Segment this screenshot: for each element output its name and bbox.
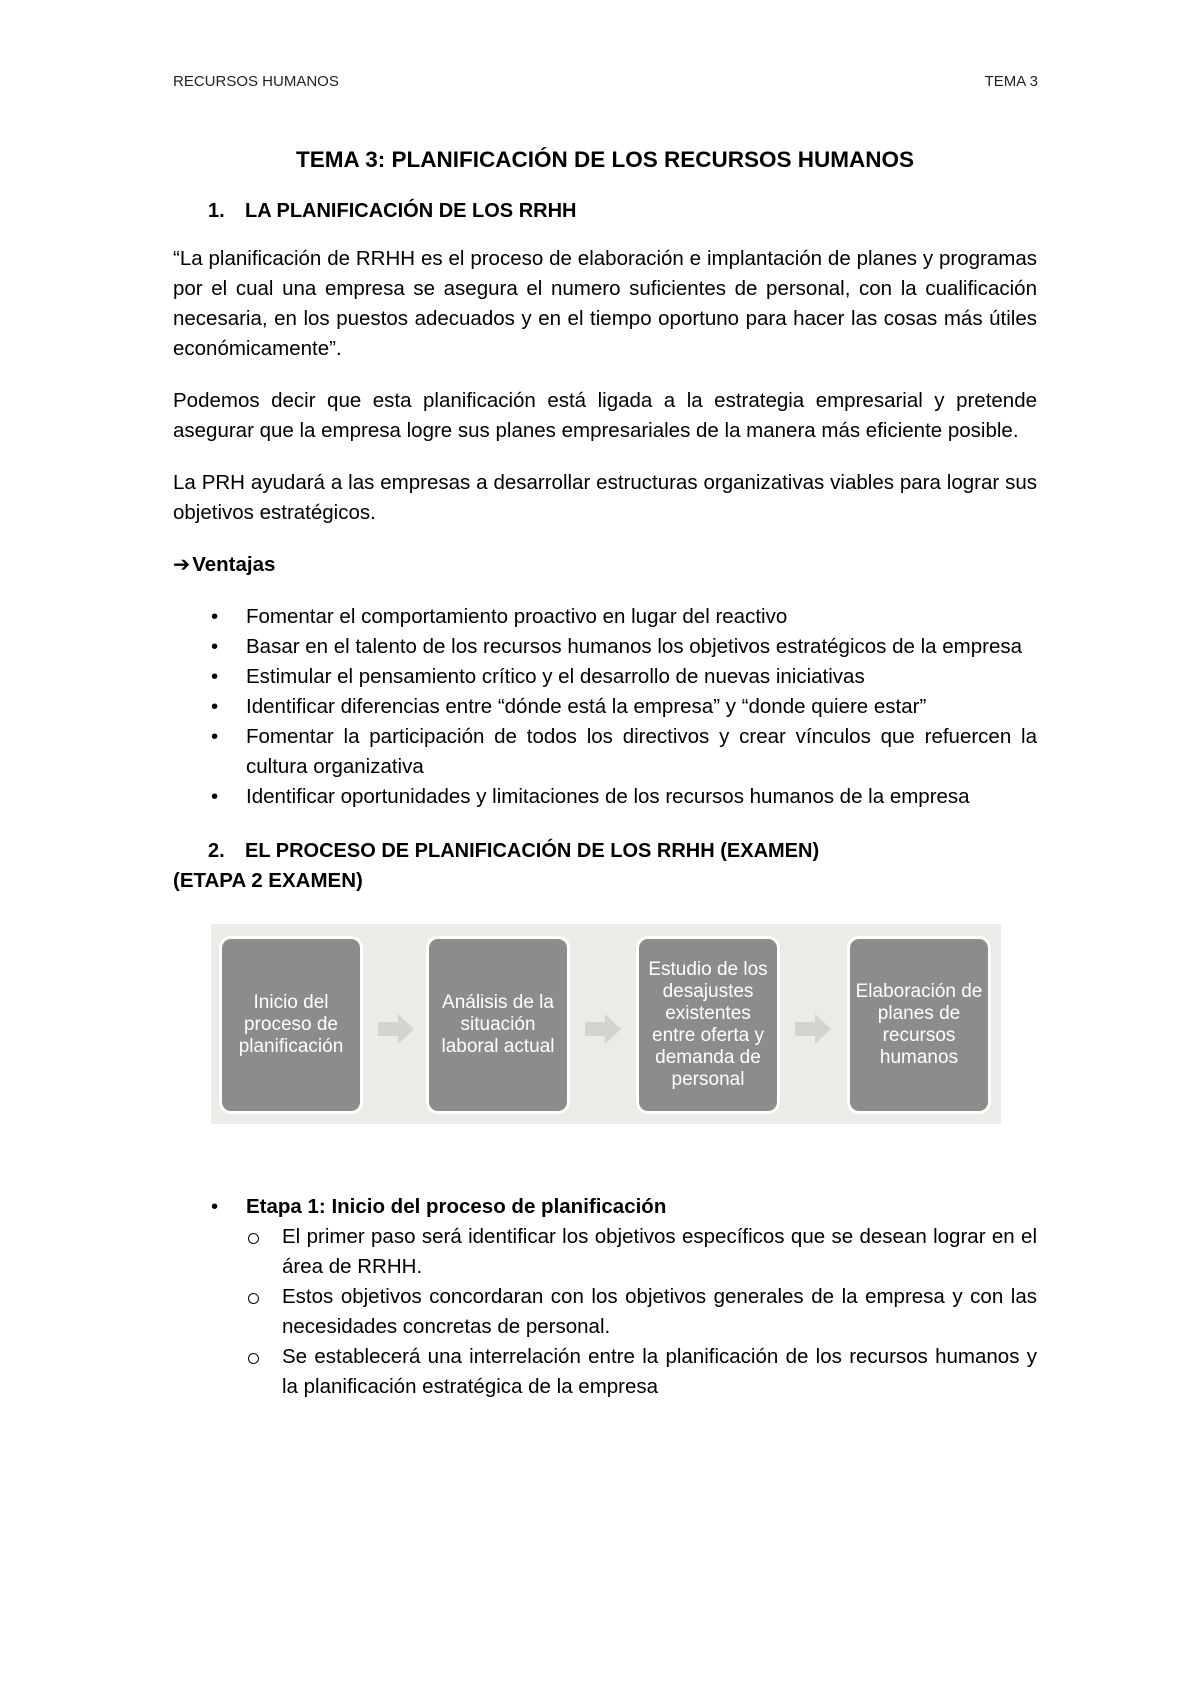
section-2: [173, 836, 1037, 896]
section-2-subheading: (ETAPA 2 EXAMEN): [173, 869, 363, 892]
running-header-left: RECURSOS HUMANOS: [173, 73, 339, 90]
document-body: [173, 144, 1037, 1402]
list-item: Estos objetivos concordaran con los objetivos generales de la empresa y con las necesidades concretas de personal.: [246, 1282, 1037, 1342]
section-1-heading: [208, 196, 1037, 226]
diagram-arrow-icon: [795, 1014, 831, 1044]
section-2-title: EL PROCESO DE PLANIFICACIÓN DE LOS RRHH (EXAMEN): [245, 840, 820, 862]
diagram-step-2: Análisis de la situación laboral actual: [426, 936, 570, 1114]
section-2-heading: [208, 836, 1037, 866]
list-item: • Identificar oportunidades y limitaciones de los recursos humanos de la empresa: [173, 782, 1037, 812]
section-1-number: 1.: [208, 200, 225, 222]
etapa-1-title: • Etapa 1: Inicio del proceso de planificación: [246, 1195, 667, 1218]
ventajas-label: Ventajas: [192, 553, 276, 576]
ventajas-list: [173, 602, 1037, 812]
process-diagram: [211, 924, 1001, 1124]
diagram-step-1: Inicio del proceso de planificación: [219, 936, 363, 1114]
list-item: [173, 1192, 1037, 1402]
list-item: Se establecerá una interrelación entre la planificación de los recursos humanos y la planificación estratégica de la empresa: [246, 1342, 1037, 1402]
list-item: • Fomentar el comportamiento proactivo en lugar del reactivo: [173, 602, 1037, 632]
section-2-number: 2.: [208, 840, 225, 862]
page-title: TEMA 3: PLANIFICACIÓN DE LOS RECURSOS HUMANOS: [296, 147, 914, 172]
diagram-arrow-icon: [585, 1014, 621, 1044]
section-1-title: LA PLANIFICACIÓN DE LOS RRHH: [245, 200, 577, 222]
diagram-arrow-icon: [378, 1014, 414, 1044]
list-item: • Basar en el talento de los recursos humanos los objetivos estratégicos de la empresa: [173, 632, 1037, 662]
definition-paragraph: “La planificación de RRHH es el proceso de elaboración e implantación de planes y programas por el cual una empresa se asegura el numero suficientes de personal, con la cualificación necesaria, en los puestos adecuados y en el tiempo oportuno para hacer las cosas más útiles económicamente”.: [173, 247, 1037, 360]
list-item: • Estimular el pensamiento crítico y el desarrollo de nuevas iniciativas: [173, 662, 1037, 692]
etapa-list: [173, 1192, 1037, 1402]
list-item: • Identificar diferencias entre “dónde está la empresa” y “donde quiere estar”: [173, 692, 1037, 722]
list-item: El primer paso será identificar los objetivos específicos que se desean lograr en el área de RRHH.: [246, 1222, 1037, 1282]
strategy-paragraph: Podemos decir que esta planificación está ligada a la estrategia empresarial y pretende asegurar que la empresa logre sus planes empresariales de la manera más eficiente posible.: [173, 389, 1037, 442]
ventajas-heading: [173, 550, 1037, 580]
right-arrow-icon: ➔: [173, 553, 191, 576]
running-header-right: TEMA 3: [984, 73, 1038, 90]
list-item: • Fomentar la participación de todos los directivos y crear vínculos que refuercen la cultura organizativa: [173, 722, 1037, 782]
etapa-1-items: [246, 1222, 1037, 1402]
diagram-step-4: Elaboración de planes de recursos humanos: [847, 936, 991, 1114]
diagram-step-3: Estudio de los desajustes existentes entre oferta y demanda de personal: [636, 936, 780, 1114]
prh-paragraph: La PRH ayudará a las empresas a desarrollar estructuras organizativas viables para lograr sus objetivos estratégicos.: [173, 471, 1037, 524]
